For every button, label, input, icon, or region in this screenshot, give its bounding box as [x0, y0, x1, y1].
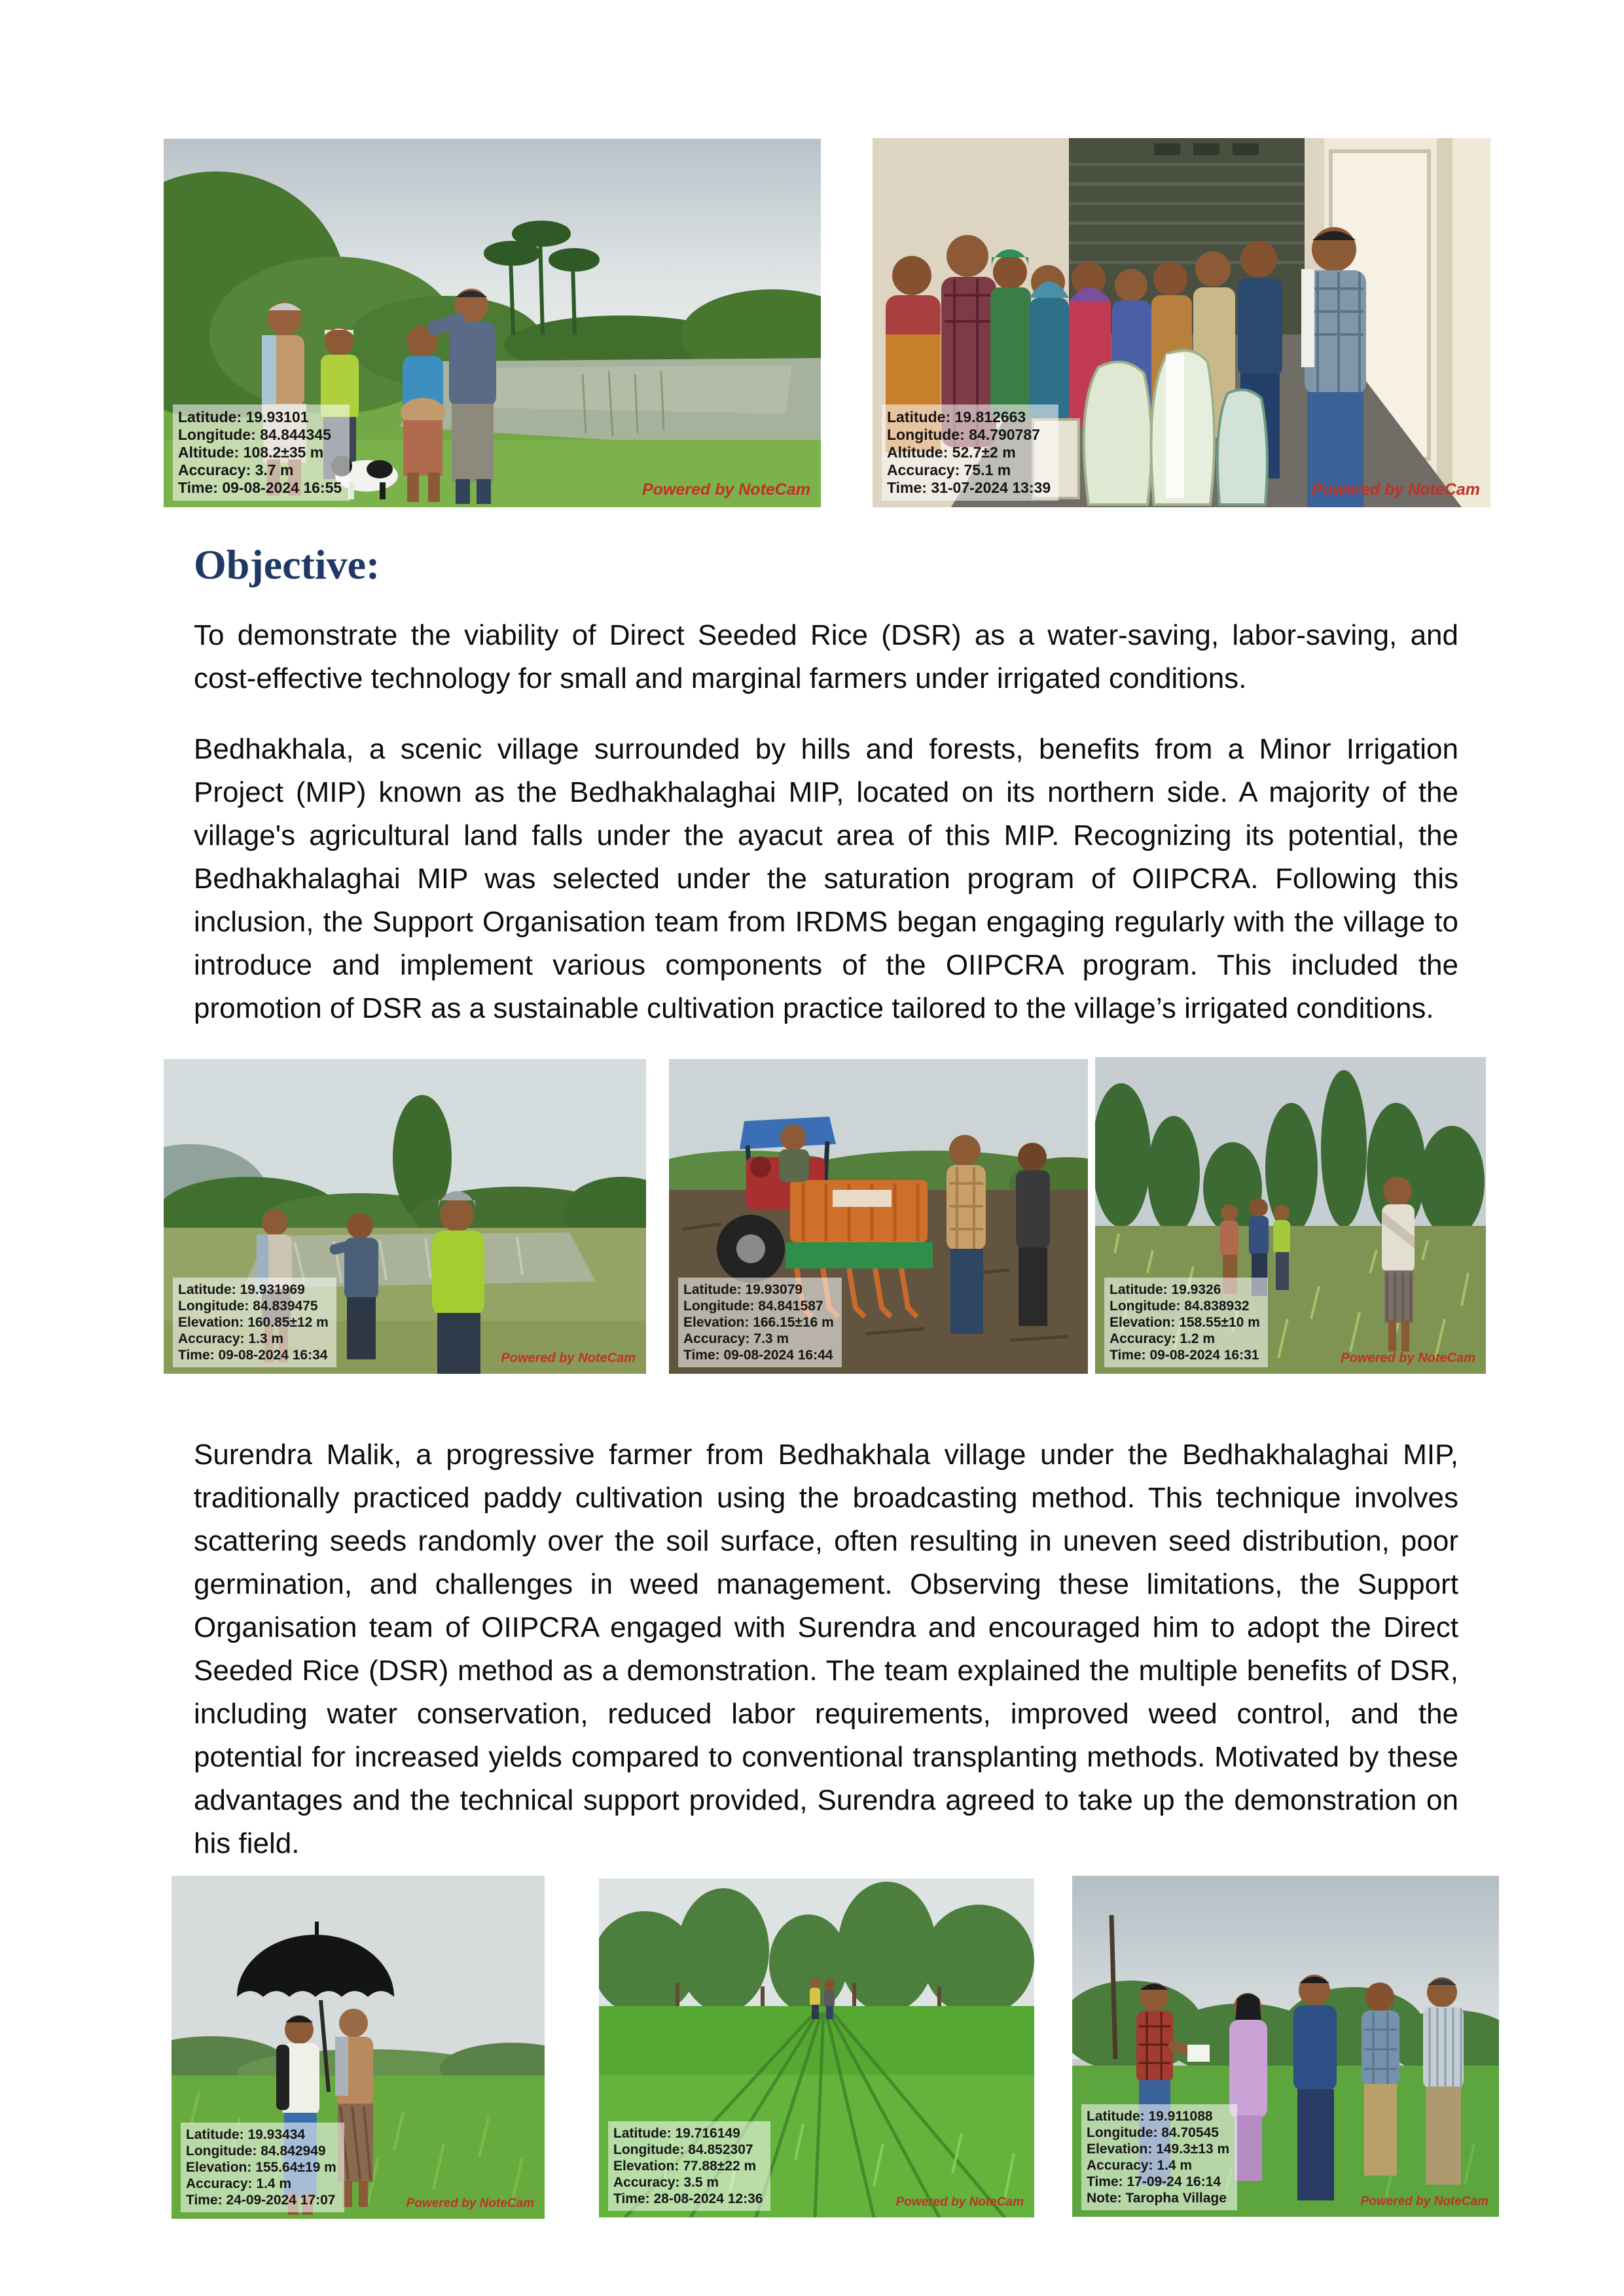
gps-accuracy: Accuracy: 1.3 m — [178, 1331, 284, 1346]
gps-accuracy: Accuracy: 75.1 m — [887, 461, 1011, 478]
gps-longitude: Longitude: 84.852307 — [613, 2142, 753, 2157]
gps-altitude: Altitude: 52.7±2 m — [887, 444, 1016, 461]
gps-time: Time: 17-09-24 16:14 — [1087, 2174, 1221, 2189]
paragraph-village-background: Bedhakhala, a scenic village surrounded by hills and forests, benefits from a Minor Irrigation Project (MIP) known as the Bedhakhalaghai MIP, located on its northern side. A majority of the village's agricultural land falls under the ayacut area of this MIP. Recognizing its potential, the Bedhakhalaghai MIP was selected under the saturation program of OIIPCRA. Following this inclusion, the Support Organisation team from IRDMS began engaging regularly with the village to introduce and implement various components of the OIIPCRA program. This included the promotion of DSR as a sustainable cultivation practice tailored to the village’s irrigated conditions. — [194, 733, 1458, 1024]
gps-overlay — [1104, 1278, 1268, 1367]
gps-accuracy: Accuracy: 1.4 m — [1087, 2158, 1193, 2173]
photo-village-meeting-seed-distribution — [873, 138, 1490, 507]
gps-latitude: Latitude: 19.93079 — [683, 1282, 803, 1297]
notecam-credit: Powered by NoteCam — [1341, 1351, 1475, 1365]
gps-accuracy: Accuracy: 1.4 m — [186, 2176, 292, 2191]
gps-longitude: Longitude: 84.70545 — [1087, 2125, 1219, 2140]
gps-elevation: Elevation: 158.55±10 m — [1110, 1315, 1260, 1330]
gps-time: Time: 28-08-2024 12:36 — [613, 2191, 763, 2206]
gps-latitude: Latitude: 19.9326 — [1110, 1282, 1221, 1297]
gps-altitude: Altitude: 108.2±35 m — [178, 444, 324, 461]
gps-latitude: Latitude: 19.812663 — [887, 408, 1026, 425]
gps-elevation: Elevation: 160.85±12 m — [178, 1315, 329, 1330]
gps-longitude: Longitude: 84.838932 — [1110, 1299, 1250, 1314]
gps-accuracy: Accuracy: 3.5 m — [613, 2175, 719, 2190]
paragraph-objective: To demonstrate the viability of Direct Seeded Rice (DSR) as a water-saving, labor-saving, and cost-effective technology for small and marginal farmers under irrigated conditions. — [194, 619, 1458, 694]
gps-elevation: Elevation: 166.15±16 m — [683, 1315, 834, 1330]
gps-longitude: Longitude: 84.841587 — [683, 1299, 823, 1314]
photo-dsr-crop-rows — [599, 1878, 1034, 2217]
gps-longitude: Longitude: 84.844345 — [178, 426, 331, 443]
photo-pond-field-discussion — [164, 139, 821, 507]
team-member-striped-shirt — [1423, 1977, 1464, 2185]
team-member-blue-shirt — [1293, 1975, 1337, 2200]
gps-latitude: Latitude: 19.93434 — [186, 2127, 306, 2142]
gps-time: Time: 09-08-2024 16:44 — [683, 1348, 833, 1363]
photo-umbrella-field-monitoring — [171, 1876, 545, 2219]
notecam-credit: Powered by NoteCam — [1360, 2195, 1489, 2208]
team-member-grey-checked — [1362, 1982, 1399, 2176]
photo-taropha-village-field-team — [1072, 1876, 1499, 2217]
gps-overlay — [608, 2121, 770, 2211]
gps-note: Note: Taropha Village — [1087, 2191, 1227, 2206]
gps-longitude: Longitude: 84.842949 — [186, 2144, 326, 2159]
gps-latitude: Latitude: 19.931969 — [178, 1282, 305, 1297]
objective-heading: Objective: — [194, 541, 380, 588]
gps-latitude: Latitude: 19.93101 — [178, 408, 309, 425]
driver — [779, 1124, 809, 1182]
photo-tractor-dsr-seeding — [669, 1059, 1088, 1374]
photo-dsr-germination-field-visit — [1095, 1057, 1486, 1374]
notecam-credit: Powered by NoteCam — [641, 480, 810, 499]
gps-latitude: Latitude: 19.911088 — [1087, 2109, 1213, 2124]
gps-time: Time: 09-08-2024 16:31 — [1110, 1348, 1259, 1363]
gps-elevation: Elevation: 77.88±22 m — [613, 2159, 757, 2174]
notecam-credit: Powered by NoteCam — [1311, 480, 1480, 499]
gps-overlay — [882, 404, 1058, 501]
gps-time: Time: 09-08-2024 16:55 — [178, 479, 342, 496]
paragraph-farmer-story: Surendra Malik, a progressive farmer from Bedhakhala village under the Bedhakhalaghai MIP, traditionally practiced paddy cultivation using the broadcasting method. This technique involves scattering seeds randomly over the soil surface, often resulting in uneven seed distribution, poor germination, and challenges in weed management. Observing these limitations, the Support Organisation team of OIIPCRA engaged with Surendra and encouraged him to adopt the Direct Seeded Rice (DSR) method as a demonstration. The team explained the multiple benefits of DSR, including water conservation, reduced labor requirements, improved weed control, and the potential for increased yields compared to conventional transplanting methods. Motivated by these advantages and the technical support provided, Surendra agreed to take up the demonstration on his field. — [194, 1439, 1458, 1859]
gps-elevation: Elevation: 149.3±13 m — [1087, 2142, 1230, 2157]
notecam-credit: Powered by NoteCam — [501, 1351, 636, 1365]
gps-longitude: Longitude: 84.790787 — [887, 426, 1040, 443]
gps-latitude: Latitude: 19.716149 — [613, 2126, 740, 2141]
gps-overlay — [1081, 2104, 1237, 2210]
notecam-credit: Powered by NoteCam — [895, 2195, 1024, 2209]
gps-accuracy: Accuracy: 3.7 m — [178, 461, 294, 478]
gps-overlay — [173, 1278, 336, 1367]
notecam-credit: Powered by NoteCam — [406, 2197, 534, 2210]
gps-time: Time: 09-08-2024 16:34 — [178, 1348, 328, 1363]
gps-accuracy: Accuracy: 1.2 m — [1110, 1331, 1216, 1346]
gps-accuracy: Accuracy: 7.3 m — [683, 1331, 789, 1346]
gps-time: Time: 31-07-2024 13:39 — [887, 479, 1051, 496]
gps-time: Time: 24-09-2024 17:07 — [186, 2193, 336, 2208]
gps-elevation: Elevation: 155.64±19 m — [186, 2160, 336, 2175]
photo-paddy-field-discussion — [164, 1059, 646, 1374]
gps-overlay — [678, 1278, 842, 1367]
gps-overlay — [173, 404, 350, 501]
gps-overlay — [181, 2123, 344, 2212]
gps-longitude: Longitude: 84.839475 — [178, 1299, 318, 1314]
